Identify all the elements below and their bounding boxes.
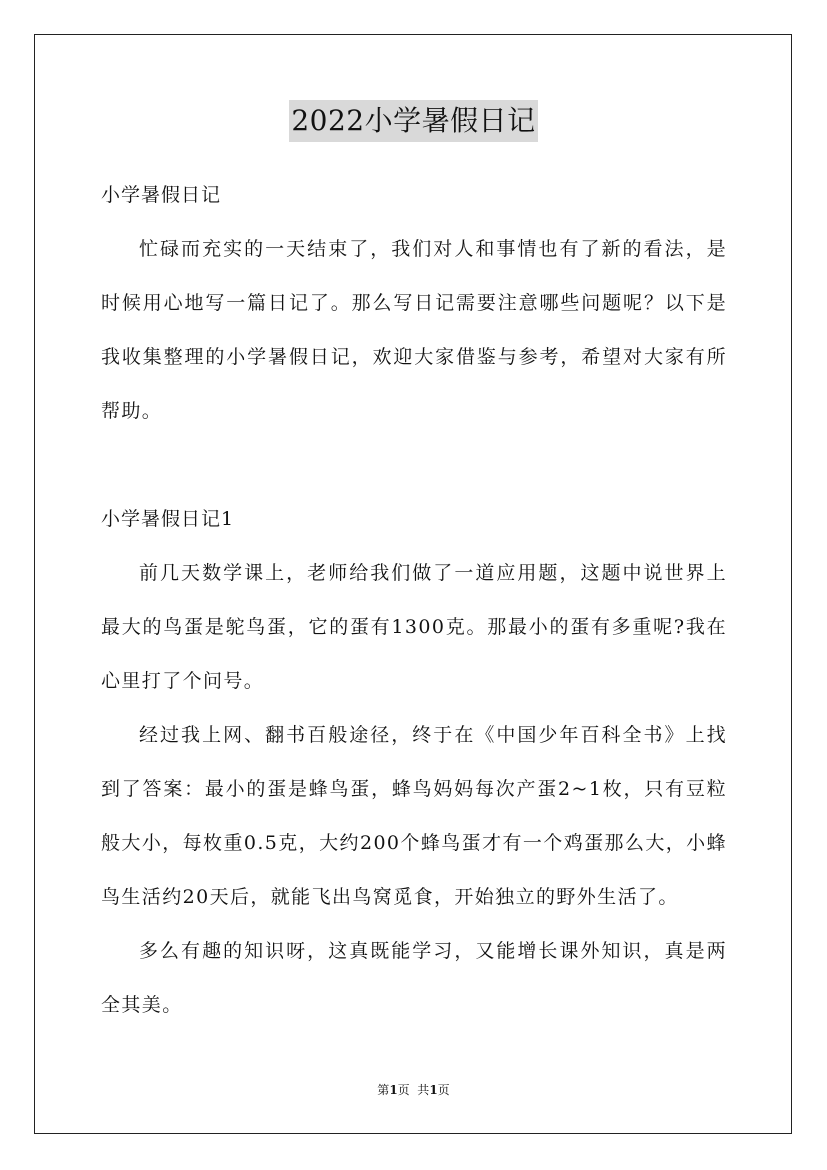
page-mid: 页 共 bbox=[397, 1083, 430, 1097]
section-heading: 小学暑假日记1 bbox=[101, 508, 235, 530]
section-heading: 小学暑假日记 bbox=[101, 184, 222, 206]
paragraph: 经过我上网、翻书百般途径，终于在《中国少年百科全书》上找到了答案：最小的蛋是蜂鸟蛋，蜂鸟妈妈每次产蛋2~1枚，只有豆粒般大小，每枚重0.5克，大约200个蜂鸟蛋才有一个鸡蛋那么大，小蜂鸟生活约20天后，就能飞出鸟窝觅食，开始独立的野外生活了。 bbox=[101, 724, 727, 908]
document-body bbox=[101, 168, 727, 1032]
page-current: 1 bbox=[389, 1083, 398, 1097]
page-prefix: 第 bbox=[377, 1083, 390, 1097]
page-total: 1 bbox=[429, 1083, 438, 1097]
title-container bbox=[0, 100, 827, 142]
page-suffix: 页 bbox=[437, 1083, 450, 1097]
page-footer bbox=[0, 1080, 827, 1100]
section-spacer bbox=[101, 438, 727, 492]
document-title: 2022小学暑假日记 bbox=[289, 100, 537, 142]
paragraph: 多么有趣的知识呀，这真既能学习，又能增长课外知识，真是两全其美。 bbox=[101, 940, 727, 1016]
paragraph: 忙碌而充实的一天结束了，我们对人和事情也有了新的看法，是时候用心地写一篇日记了。那么写日记需要注意哪些问题呢？以下是我收集整理的小学暑假日记，欢迎大家借鉴与参考，希望对大家有所帮助。 bbox=[101, 238, 727, 422]
paragraph: 前几天数学课上，老师给我们做了一道应用题，这题中说世界上最大的鸟蛋是鸵鸟蛋，它的蛋有1300克。那最小的蛋有多重呢?我在心里打了个问号。 bbox=[101, 562, 727, 692]
